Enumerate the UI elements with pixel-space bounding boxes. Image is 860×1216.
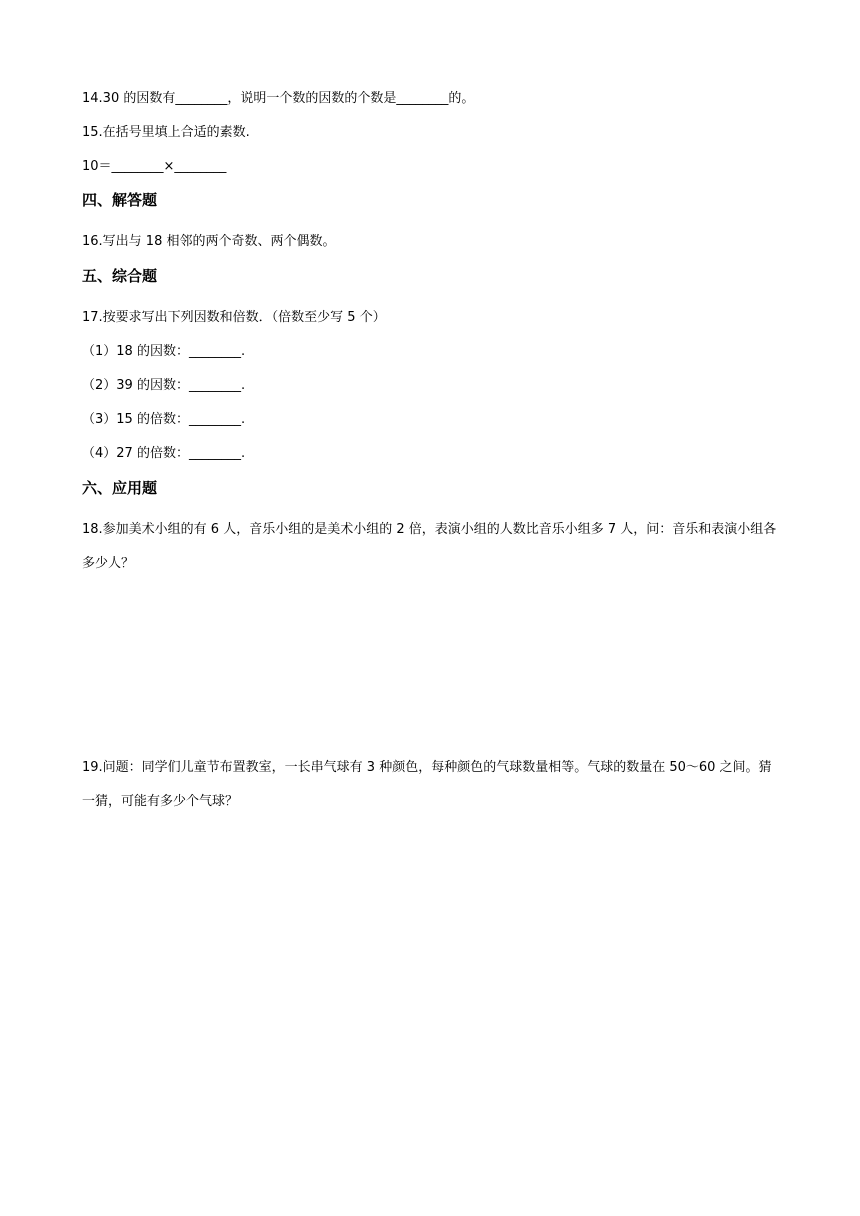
section-heading-6: 六、应用题 [82,479,158,497]
question-14: 14.30 的因数有________，说明一个数的因数的个数是________的。 [82,91,475,106]
question-17-title: 17.按要求写出下列因数和倍数．（倍数至少写 5 个） [82,310,386,325]
section-heading-5: 五、综合题 [82,267,158,285]
question-19: 19.问题：同学们儿童节布置教室，一长串气球有 3 种颜色，每种颜色的气球数量相等。气球的数量在 50～60 之间。猜一猜，可能有多少个气球？ [82,760,772,809]
question-17-item-3: （3）15 的倍数：________. [82,412,246,427]
question-17-item-2: （2）39 的因数：________. [82,378,246,393]
section-heading-4: 四、解答题 [82,191,158,209]
question-17-item-4: （4）27 的倍数：________. [82,446,246,461]
question-15-title: 15.在括号里填上合适的素数. [82,125,250,140]
question-17-item-1: （1）18 的因数：________. [82,344,246,359]
question-16: 16.写出与 18 相邻的两个奇数、两个偶数。 [82,234,336,249]
question-15-body: 10＝________×________ [82,159,227,174]
question-18: 18.参加美术小组的有 6 人，音乐小组的是美术小组的 2 倍，表演小组的人数比音乐小组多 7 人，问：音乐和表演小组各多少人？ [82,522,777,571]
